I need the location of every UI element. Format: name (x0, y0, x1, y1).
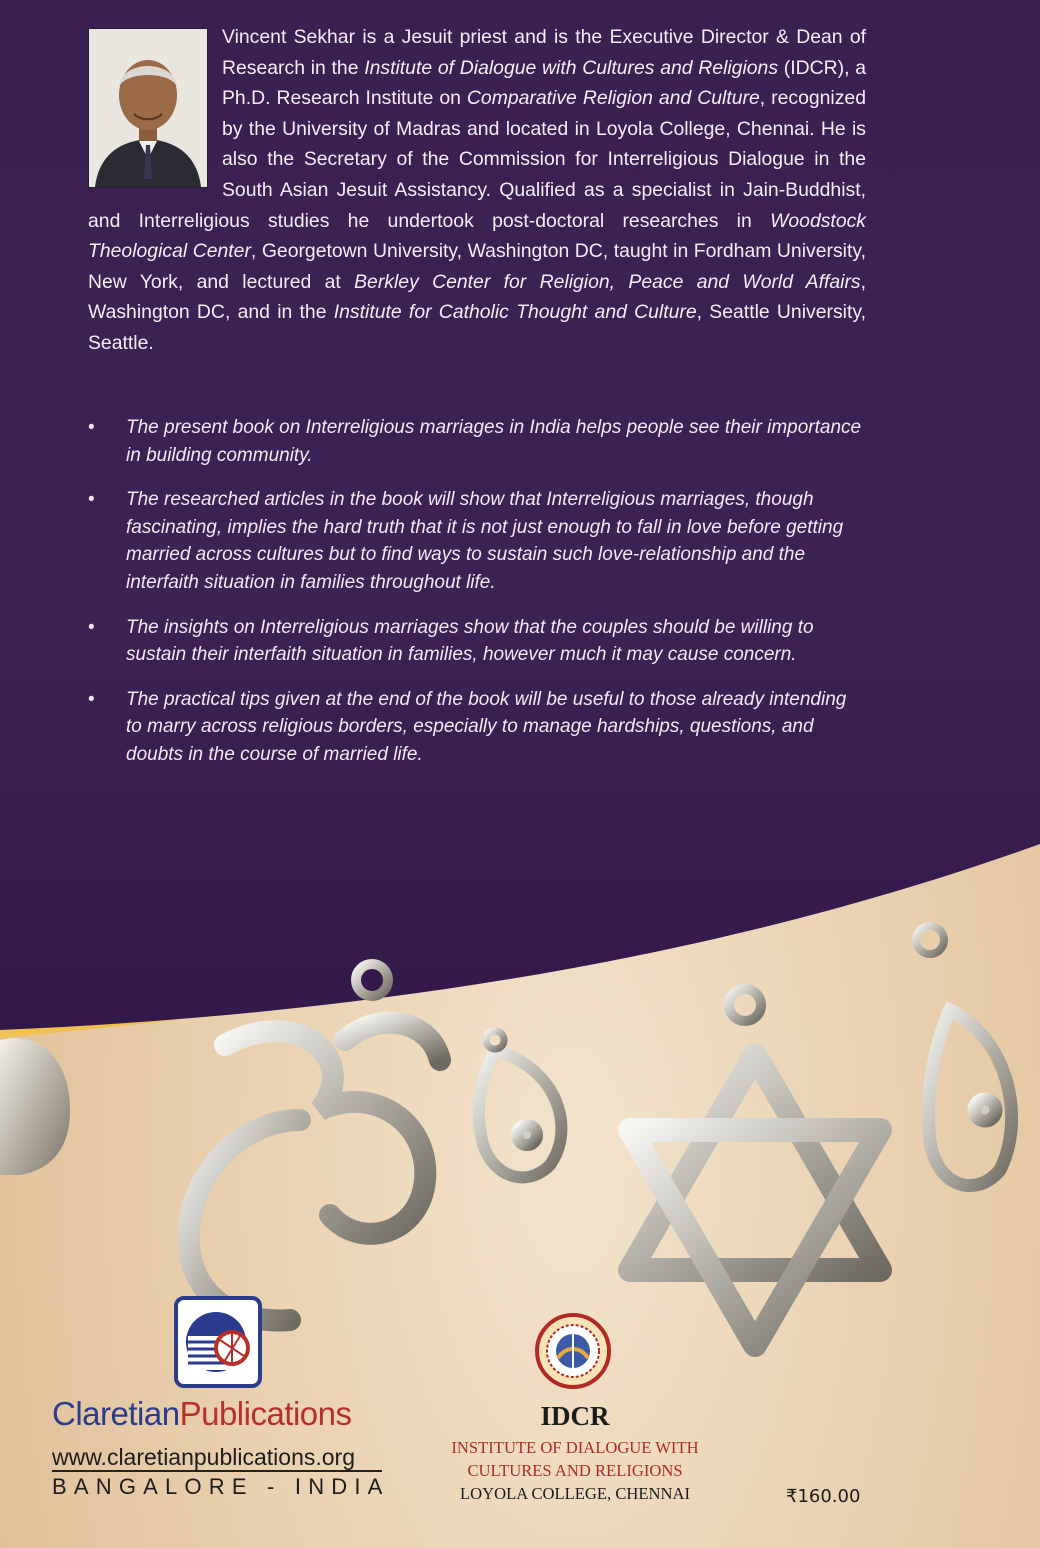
bio-woodstock-center: Woodstock Theological Center (88, 209, 866, 263)
book-highlights (88, 414, 866, 786)
bullet-dot: • (88, 417, 95, 438)
highlight-item: • The present book on Interreligious marriages in India helps people see their importance in building community. (88, 414, 866, 469)
bio-catholic-institute: Institute for Catholic Thought and Culture (333, 301, 697, 324)
claretian-logo-icon (174, 1296, 262, 1388)
book-price: ₹160.00 (786, 1486, 861, 1507)
publisher-city: BANGALORE - INDIA (52, 1474, 390, 1499)
bullet-dot: • (88, 489, 95, 511)
bio-text-6: , Seattle University, Seattle. (88, 301, 866, 354)
highlight-item: • The researched articles in the book will show that Interreligious marriages, though fascinating, implies the hard truth that it is not just enough to fall in love before getting married across cultures but to find ways to sustain such love-relationship and the interfaith situation in families throughout life. (88, 486, 866, 596)
idcr-seal-icon (534, 1312, 612, 1390)
bio-institute-name: Institute of Dialogue with Cultures and Religions (364, 56, 779, 79)
institute-name-line-2: CULTURES AND RELIGIONS (467, 1461, 683, 1480)
author-portrait (88, 28, 208, 188)
bio-berkley-center: Berkley Center for Religion, Peace and World Affairs (354, 270, 861, 293)
bio-text-2: (IDCR), a Ph.D. Research Institute on (222, 56, 866, 110)
publisher-url: www.claretianpublications.org (52, 1444, 355, 1470)
publisher-divider (52, 1470, 382, 1472)
institute-name-line-1: INSTITUTE OF DIALOGUE WITH (451, 1438, 699, 1457)
highlight-item: • The insights on Interreligious marriages show that the couples should be willing to sustain their interfaith situation in families, however much it may cause concern. (88, 614, 866, 669)
institute-abbreviation: IDCR (540, 1401, 610, 1431)
bio-text-3: , recognized by the University of Madras and located in Loyola College, Chennai. He is also the Secretary of the Commission for Interreligious Dialogue in the South Asian Jesuit Assistancy. Qualified as a specialist in Jain-Buddhist, and Interreligious studies he undertook post-doctoral researches in (88, 87, 866, 232)
bullet-dot: • (88, 616, 95, 638)
star-of-david-charm (630, 989, 880, 1345)
teardrop-charm-center (479, 1031, 562, 1177)
bio-text-5: , Washington DC, and in the (88, 270, 866, 324)
bullet-dot: • (88, 688, 95, 710)
teardrop-charm-right (916, 926, 1012, 1186)
om-symbol-charm (189, 964, 440, 1320)
highlight-item: • The practical tips given at the end of the book will be useful to those already intending to marry across religious borders, especially to manage hardships, questions, and doubts in the course of married life. (88, 686, 866, 769)
bio-text-4: , Georgetown University, Washington DC, taught in Fordham University, New York, and lectured at (88, 240, 866, 293)
institute-location: LOYOLA COLLEGE, CHENNAI (460, 1484, 690, 1503)
bio-text-1: Vincent Sekhar is a Jesuit priest and is the Executive Director & Dean of Research in the (222, 26, 866, 79)
publisher-name: ClaretianPublications (52, 1395, 352, 1432)
charm-left-partial (0, 1038, 70, 1175)
bio-field-name: Comparative Religion and Culture (466, 87, 760, 110)
author-bio (88, 22, 866, 359)
